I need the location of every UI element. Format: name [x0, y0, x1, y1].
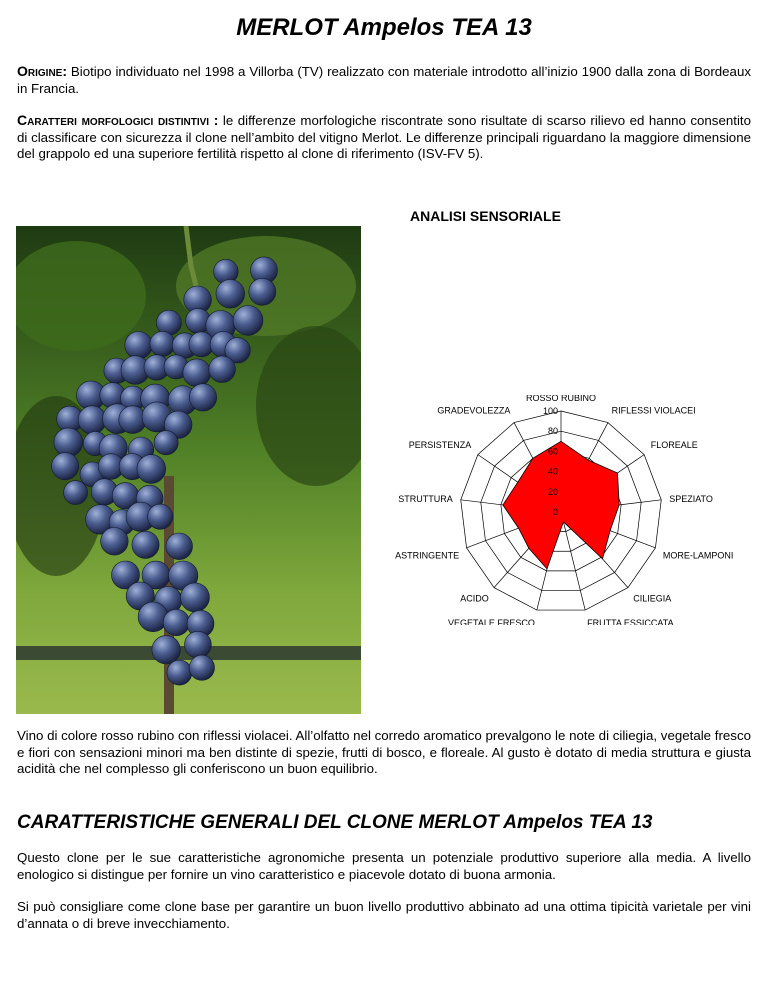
grape-berry — [233, 306, 263, 336]
grape-berry — [125, 332, 152, 359]
radar-axis-label: RIFLESSI VIOLACEI — [611, 405, 696, 416]
radar-axis-label: VEGETALE FRESCO — [448, 617, 535, 625]
grape-berry — [54, 428, 83, 457]
grape-berry — [132, 531, 159, 558]
radar-axis-label: ASTRINGENTE — [395, 550, 460, 561]
grape-berry — [150, 331, 175, 356]
grape-berry — [249, 278, 276, 305]
radar-axis-label: FRUTTA ESSICCATA — [587, 617, 674, 625]
radar-axis-label: GRADEVOLEZZA — [437, 405, 511, 416]
radar-axis-label: SPEZIATO — [669, 493, 713, 504]
general-paragraph-1: Questo clone per le sue caratteristiche agronomiche presenta un potenziale produttivo superiore alla media. A livello enologico si distingue per fornire un vino caratteristico e piacevole dotato di buona armonia. — [17, 850, 751, 882]
radar-axis-label: PERSISTENZA — [408, 440, 472, 451]
radar-chart — [370, 395, 760, 625]
grape-berry — [180, 583, 209, 612]
radar-tick-label: 60 — [547, 446, 558, 457]
grape-berry — [78, 406, 106, 434]
grape-berry — [64, 481, 88, 505]
page-title: MERLOT Ampelos TEA 13 — [236, 14, 532, 41]
grape-berry — [216, 280, 245, 309]
grape-berry — [185, 631, 212, 658]
radar-axis-label: STRUTTURA — [398, 493, 453, 504]
radar-tick-label: 80 — [547, 426, 558, 437]
grape-berry — [189, 655, 214, 680]
grape-berry — [101, 528, 129, 556]
grape-berry — [138, 602, 168, 632]
origin-paragraph — [17, 63, 751, 97]
general-heading: CARATTERISTICHE GENERALI DEL CLONE MERLOT Ampelos TEA 13 — [17, 812, 653, 833]
grape-berry — [52, 453, 79, 480]
radar-axis-label: ROSSO RUBINO — [525, 395, 597, 403]
grape-berry — [148, 504, 173, 529]
grape-photo — [16, 226, 361, 714]
grape-berry — [154, 431, 178, 455]
morphology-paragraph — [17, 112, 751, 163]
grape-berry — [137, 455, 166, 484]
grape-berry — [189, 384, 216, 411]
radar-tick-label: 100 — [542, 406, 558, 416]
origin-label: Origine: — [17, 63, 67, 79]
morphology-text: le differenze morfologiche riscontrate sono risultate di scarso rilievo ed hanno consentito di classificare con sicurezza il clone nell’ambito del vitigno Merlot. Le differenze principali riguardano la maggiore dimensione del grappolo ed una superiore fertilità rispetto al clone di riferimento (ISV-FV 5). — [17, 113, 751, 161]
general-paragraph-2: Si può consigliare come clone base per garantire un buon livello produttivo abbinato ad una ottima tipicità varietale per vini d’annata o di breve invecchiamento. — [17, 899, 751, 931]
radar-axis-label: MORE-LAMPONI — [662, 550, 734, 561]
grape-berry — [166, 533, 193, 560]
grape-berry — [183, 359, 211, 387]
radar-axis-label: ACIDO — [460, 593, 489, 604]
grape-berry — [209, 356, 236, 383]
description-paragraph: Vino di colore rosso rubino con riflessi violacei. All’olfatto nel corredo aromatico prevalgono le note di ciliegia, vegetale fresco e fiori con sensazioni minori ma ben distinte di spezie, frutti di bosco, e floreale. Al gusto è dotato di media struttura e giusta acidità che nel complesso gli conferiscono un buon equilibrio. — [17, 728, 751, 776]
radar-tick-label: 40 — [547, 466, 558, 477]
radar-axis-label: FLOREALE — [650, 440, 698, 451]
sensory-heading: ANALISI SENSORIALE — [410, 208, 561, 224]
origin-text: Biotipo individuato nel 1998 a Villorba (TV) realizzato con materiale introdotto all’inizio 1900 dalla zona di Bordeaux in Francia. — [17, 64, 751, 96]
morphology-label: Caratteri morfologici distintivi : — [17, 112, 219, 128]
radar-series-area — [503, 441, 619, 569]
radar-axis-label: CILIEGIA — [633, 593, 672, 604]
grape-berry — [167, 660, 192, 685]
grape-berry — [163, 609, 189, 635]
radar-tick-label: 0 — [552, 507, 558, 517]
grape-berry — [152, 636, 180, 664]
radar-tick-label: 20 — [547, 486, 558, 497]
